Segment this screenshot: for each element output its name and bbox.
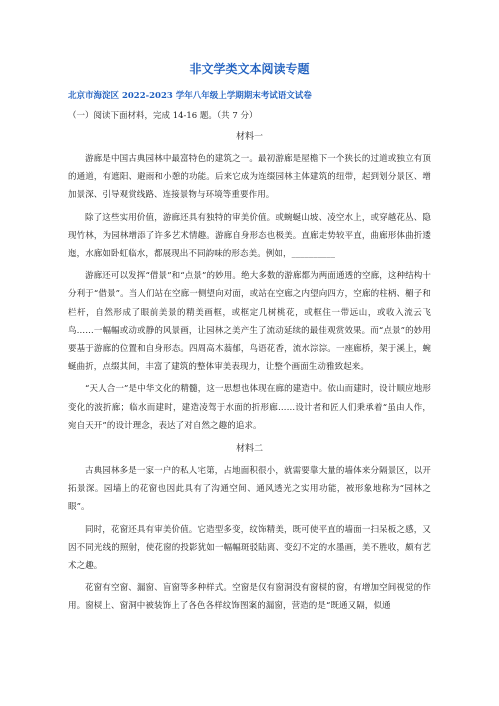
- question-intro: （一）阅读下面材料，完成 14-16 题。（共 7 分）: [68, 111, 258, 121]
- material-2-paragraph: 同时，花窗还具有审美价值。它造型多变，纹饰精美，既可使平直的墙面一扫呆板之感，又因不同光线的照射，使花窗的投影犹如一幅幅斑驳陆离、变幻不定的水墨画，美不胜收，颇有艺术之趣。: [68, 524, 431, 572]
- material-1-paragraph: 游廊还可以发挥“借景”和“点景”的妙用。绝大多数的游廊都为两面通透的空廊，这种结构十分利于“借景”。当人们站在空廊一侧望向对面，或站在空廊之内望向四方，空廊的柱柄、楣子和栏杆，自然形成了眼前美景的精美画框，或框定几树桃花，或框住一带远山，或收入流云飞鸟……一幅幅或动或静的风景画，让园林之美产生了流动延续的最佳观赏效果。而“点景”的妙用要基于游廊的位置和自身形态。四周高木蓊郁，鸟语花香，流水淙淙。一座廊桥，架于溪上，蜿蜒曲折，点缀其间，丰富了建筑的整体审美表现力，让整个画面生动雅致起来。: [68, 271, 431, 373]
- material-1-paragraph: “天人合一”是中华文化的精髓，这一思想也体现在廊的建造中。依山而建时，设计顺应地形变化的波折廊；临水而建时，建造凌驾于水面的折形廊……设计者和匠人们秉承着“虽由人作，宛自天开”的设计理念，表达了对自然之趣的追求。: [68, 384, 431, 431]
- document-subtitle: 北京市海淀区 2022-2023 学年八年级上学期期末考试语文试卷: [68, 91, 312, 101]
- material-1-heading: 材料一: [235, 132, 263, 142]
- material-1-paragraph: 除了这些实用价值，游廊还具有独特的审美价值。或蜿蜒山坡、凌空水上，或穿越花丛、隐现竹林，为园林增添了许多艺术情趣。游廊自身形态也极美。直廊走势较平直，曲廊形体曲折逶迤，水廊如卧虹临水，都展现出不同韵味的形态美。例如，__________: [68, 212, 431, 260]
- document-title: 非文学类文本阅读专题: [189, 62, 310, 76]
- material-2-paragraph: 花窗有空窗、漏窗、盲窗等多种样式。空窗是仅有窗洞没有窗棂的窗，有增加空间视觉的作用。窗棂上、窗洞中被装饰上了各色各样纹饰图案的漏窗，营造的是“既通又隔，似通: [68, 583, 431, 612]
- material-2-paragraph: 古典园林多是一家一户的私人宅第，占地面积很小，就需要靠大量的墙体来分隔景区，以开拓景深。园墙上的花窗也因此具有了沟通空间、通风透光之实用功能，被形象地称为“园林之眼”。: [68, 466, 431, 513]
- material-1-paragraph: 游廊是中国古典园林中最富特色的建筑之一。最初游廊是屋檐下一个狭长的过道或独立有顶的通道，有遮阳、避雨和小憩的功能。后来它成为连缀园林主体建筑的纽带，起到划分景区、增加景深、引导观赏线路、连接景物与环境等重要作用。: [68, 154, 431, 201]
- material-2-heading: 材料二: [235, 444, 263, 455]
